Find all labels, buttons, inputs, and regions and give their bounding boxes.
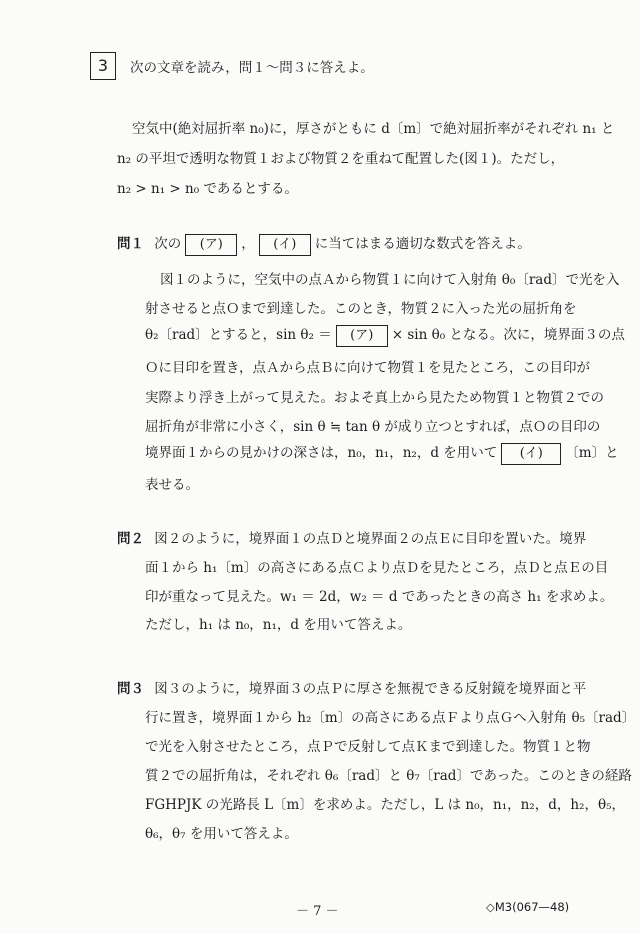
page-number: － 7 － <box>296 904 339 919</box>
blank-b-box: (イ) <box>259 234 311 256</box>
q2-line-4: ただし，h₁ は n₀，n₁，d を用いて答えよ。 <box>145 617 412 633</box>
question-number-box: 3 <box>90 52 116 80</box>
q3-line-4: 質２での屈折角は，それぞれ θ₆〔rad〕と θ₇〔rad〕であった。このときの経路 <box>145 768 632 784</box>
q1-prompt <box>117 232 531 256</box>
blank-b-inline-box: (イ) <box>501 443 561 465</box>
q1-line-8: 表せる。 <box>145 477 199 493</box>
q1-line-3a: θ₂〔rad〕とすると，sin θ₂ ＝ <box>145 327 332 343</box>
question-intro: 次の文章を読み，問１～問３に答えよ。 <box>130 60 374 76</box>
blank-a-inline-box: (ア) <box>336 325 388 347</box>
q2-line-1-text: 図２のように，境界面１の点Ｄと境界面２の点Ｅに目印を置いた。境界 <box>154 531 587 547</box>
q2-line-3: 印が重なって見えた。w₁ ＝ 2d，w₂ ＝ d であったときの高さ h₁ を求めよ。 <box>145 589 614 605</box>
blank-a-box: (ア) <box>185 234 237 256</box>
q1-line-2: 射させると点Ｏまで到達した。このとき，物質２に入った光の屈折角を <box>145 301 577 317</box>
q1-label: 問１ <box>117 236 144 252</box>
q1-separator: ， <box>241 236 255 252</box>
q1-line-1: 図１のように，空気中の点Ａから物質１に向けて入射角 θ₀〔rad〕で光を入 <box>160 272 620 288</box>
q1-line-7 <box>145 441 619 465</box>
q1-line-5: 実際より浮き上がって見えた。およそ真上から見たため物質１と物質２での <box>145 390 604 406</box>
passage-line-3: n₂ > n₁ > n₀ であるとする。 <box>117 181 298 197</box>
passage-line-2: n₂ の平坦で透明な物質１および物質２を重ねて配置した(図１)。ただし， <box>117 151 565 167</box>
q3-line-1 <box>117 677 586 697</box>
q1-line-4: Ｏに目印を置き，点Ａから点Ｂに向けて物質１を見たところ，この目印が <box>145 360 590 376</box>
q2-label: 問２ <box>117 531 144 547</box>
q1-line-3 <box>145 323 625 347</box>
q3-line-1-text: 図３のように，境界面３の点Ｐに厚さを無視できる反射鏡を境界面と平 <box>154 681 587 697</box>
q3-label: 問３ <box>117 681 144 697</box>
q1-line-3b: × sin θ₀ となる。次に，境界面３の点 <box>391 327 625 343</box>
q3-line-5: FGHPJK の光路長 L〔m〕を求めよ。ただし，L は n₀，n₁，n₂，d，h₂，θ₅， <box>145 797 626 813</box>
q1-line-7a: 境界面１からの見かけの深さは，n₀，n₁，n₂，d を用いて <box>145 445 498 461</box>
q3-line-3: で光を入射させたところ，点Ｐで反射して点Ｋまで到達した。物質１と物 <box>145 739 591 755</box>
q1-line-6: 屈折角が非常に小さく，sin θ ≒ tan θ が成り立つとすれば，点Ｏの目印の <box>145 419 601 435</box>
document-code: ◇M3(067—48) <box>486 900 570 914</box>
q1-prompt-a: 次の <box>154 236 182 252</box>
q1-prompt-b: に当てはまる適切な数式を答えよ。 <box>314 236 531 252</box>
q3-line-2: 行に置き，境界面１から h₂〔m〕の高さにある点Ｆより点Ｇへ入射角 θ₅〔rad〕 <box>145 710 636 726</box>
q2-line-1 <box>117 527 586 547</box>
passage-line-1: 空気中(絶対屈折率 n₀)に，厚さがともに d〔m〕で絶対屈折率がそれぞれ n₁ と <box>132 121 615 137</box>
q2-line-2: 面１から h₁〔m〕の高さにある点Ｃより点Ｄを見たところ，点Ｄと点Ｅの目 <box>145 560 609 576</box>
q1-line-7b: 〔m〕と <box>565 445 619 461</box>
q3-line-6: θ₆，θ₇ を用いて答えよ。 <box>145 826 298 842</box>
